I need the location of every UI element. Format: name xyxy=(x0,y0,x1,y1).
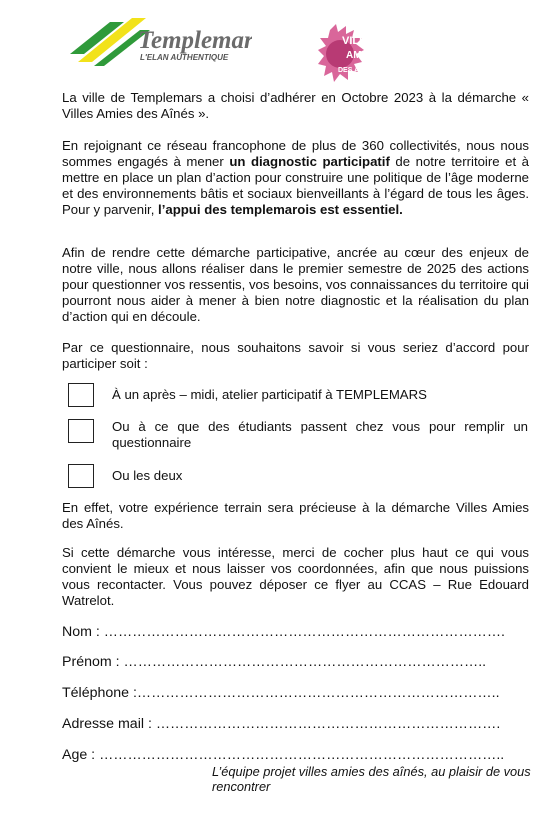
field-telephone[interactable]: Téléphone :………………………………………………………………….. xyxy=(62,685,500,701)
checkbox-les-deux[interactable] xyxy=(68,464,94,488)
network-text-a: En rejoignant ce réseau francophone de plus de 360 collectivités, nous nous sommes engagés à mener xyxy=(62,138,529,169)
network-text-bold-a: un diagnostic participatif xyxy=(229,154,390,169)
field-prenom[interactable]: Prénom : ………………………………………………………………….. xyxy=(62,654,487,670)
choice-les-deux-label: Ou les deux xyxy=(112,468,183,483)
templemars-logo-brand: Templemars xyxy=(138,27,252,54)
field-adresse-mail[interactable]: Adresse mail : ………………………………………………………………. xyxy=(62,716,501,732)
checkbox-atelier[interactable] xyxy=(68,383,94,407)
checkbox-etudiants[interactable] xyxy=(68,419,94,443)
vaa-line2: AMIES xyxy=(346,50,378,61)
network-text-c: de notre territoire et à mettre en place un plan d’action pour construire une politique de l’âge moderne et des environnements bâtis et sociaux bienveillants à l’égard de tous les âges. Pour y parvenir, xyxy=(62,154,530,217)
villes-amies-logo xyxy=(318,22,378,86)
field-age[interactable]: Age : ………………………………………………………………………….. xyxy=(62,747,505,763)
signature: L’équipe projet villes amies des aînés, au plaisir de vous rencontrer xyxy=(212,764,531,794)
templemars-logo xyxy=(70,14,252,68)
templemars-logo-mark xyxy=(70,14,252,68)
choice-etudiants-label: Ou à ce que des étudiants passent chez vous pour remplir un questionnaire xyxy=(112,419,528,450)
network-text-bold-b: l’appui des templemarois est essentiel. xyxy=(158,202,403,217)
vaa-line3: DES AÎNÉS xyxy=(338,67,376,74)
contact-paragraph: Si cette démarche vous intéresse, merci de cocher plus haut ce qui vous convient le mieux et nous laisser vos coordonnées, afin que nous puissions vous recontacter. Vous pouvez déposer ce flyer au CCAS – Rue Edouard Watrelot. xyxy=(62,545,529,608)
choice-atelier-label: À un après – midi, atelier participatif à TEMPLEMARS xyxy=(112,387,427,402)
actions-paragraph: Afin de rendre cette démarche participative, ancrée au cœur des enjeux de notre ville, nous allons réaliser dans le premier semestre de 2025 des actions pour questionner vos ressentis, vos besoins, vos connaissances du territoire qui pourront nous aider à mener à bien notre diagnostic et la réalisation du plan d’action qui en découle. xyxy=(62,245,529,324)
villes-amies-logo-mark xyxy=(318,22,378,86)
templemars-logo-tagline: L'ELAN AUTHENTIQUE xyxy=(140,53,229,62)
experience-paragraph: En effet, votre expérience terrain sera précieuse à la démarche Villes Amies des Aînés. xyxy=(62,500,529,531)
vaa-line1: VILLES xyxy=(342,35,378,47)
network-paragraph xyxy=(62,138,529,218)
questionnaire-paragraph: Par ce questionnaire, nous souhaitons savoir si vous seriez d’accord pour participer soit : xyxy=(62,340,529,371)
field-nom[interactable]: Nom : …………………………………………………………………………. xyxy=(62,624,505,640)
intro-paragraph: La ville de Templemars a choisi d’adhérer en Octobre 2023 à la démarche « Villes Amies des Aînés ». xyxy=(62,90,529,121)
